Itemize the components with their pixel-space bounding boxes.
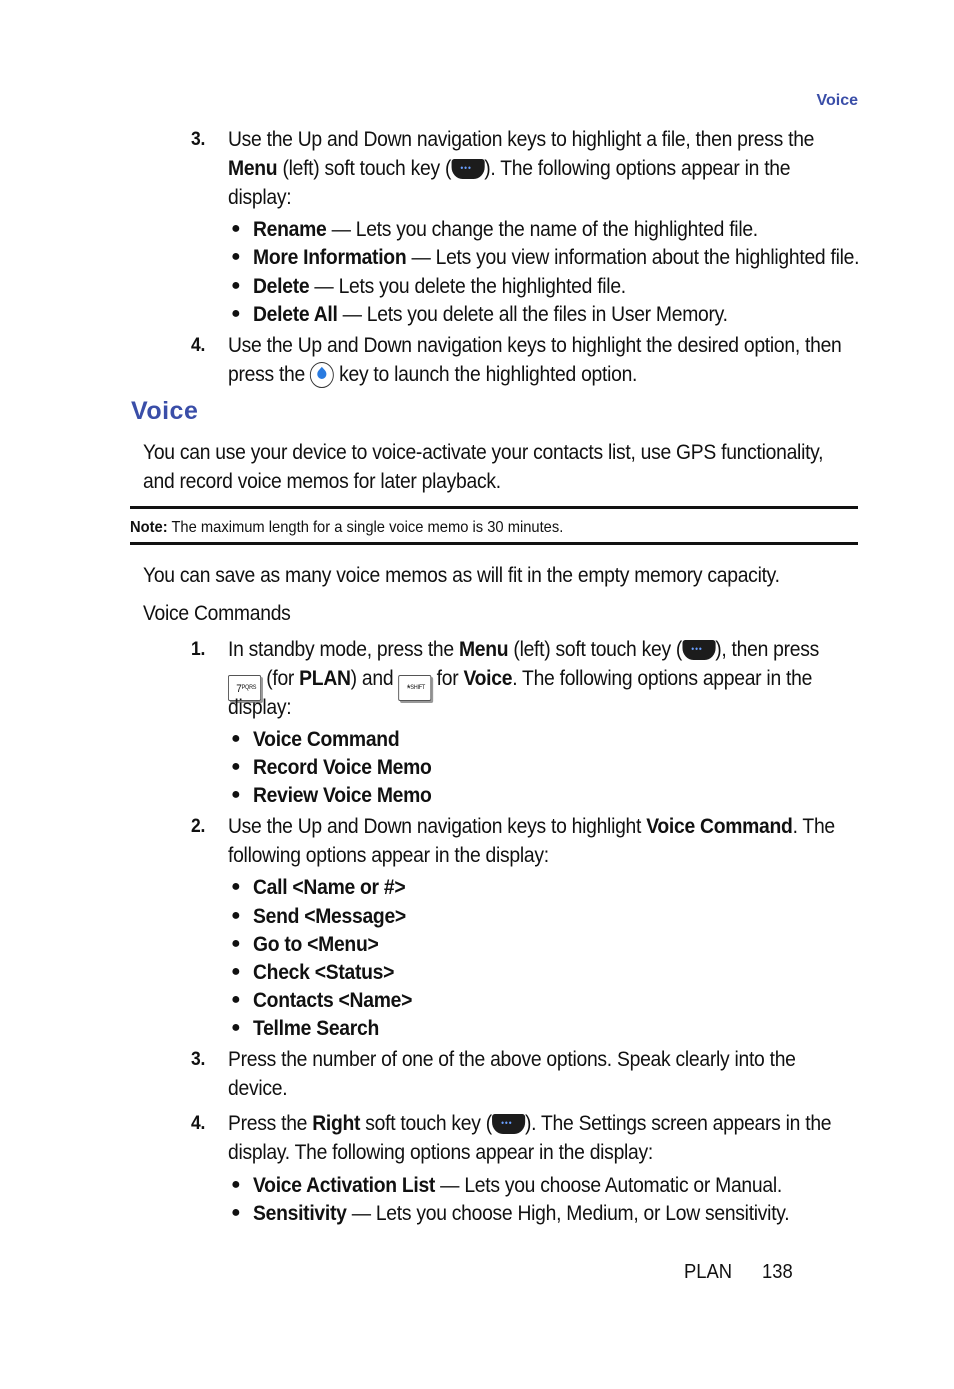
bullet-icon: ● [231, 758, 241, 775]
section-title: Voice [131, 397, 199, 425]
bullet-item: Check <Status> [253, 961, 395, 984]
ok-key-icon [310, 362, 334, 388]
left-soft-key-icon: ••• [682, 640, 715, 660]
left-soft-key-icon: ••• [451, 159, 484, 179]
step-number: 4. [191, 335, 206, 356]
bullet-icon: ● [231, 991, 241, 1008]
step-text: Menu (left) soft touch key ( ••• ). The following options appear in the [228, 157, 791, 180]
bullet-item: Go to <Menu> [253, 933, 379, 956]
note: Note: The maximum length for a single voice memo is 30 minutes. [130, 519, 564, 536]
key-star-icon: *$^{SHIFT}$ [398, 675, 431, 701]
bullet-icon: ● [231, 248, 241, 265]
bullet-item: Review Voice Memo [253, 784, 432, 807]
bullet-icon: ● [231, 277, 241, 294]
bullet-item: Sensitivity — Lets you choose High, Medium, or Low sensitivity. [253, 1202, 790, 1225]
bullet-icon: ● [231, 878, 241, 895]
bullet-icon: ● [231, 935, 241, 952]
bullet-item: Contacts <Name> [253, 989, 413, 1012]
bullet-item: Voice Activation List — Lets you choose Automatic or Manual. [253, 1174, 782, 1197]
step-text: In standby mode, press the Menu (left) soft touch key ( ••• ), then press [228, 638, 820, 661]
bullet-item: Tellme Search [253, 1017, 379, 1040]
note-rule-top [130, 506, 858, 509]
bullet-item: Rename — Lets you change the name of the highlighted file. [253, 218, 758, 241]
step-number: 1. [191, 639, 206, 660]
bullet-icon: ● [231, 1019, 241, 1036]
paragraph: You can save as many voice memos as will fit in the empty memory capacity. [143, 564, 780, 587]
page-number: 138 [762, 1261, 793, 1283]
step-number: 4. [191, 1113, 206, 1134]
bullet-item: Record Voice Memo [253, 756, 432, 779]
bullet-item: More Information — Lets you view information about the highlighted file. [253, 246, 860, 269]
intro-text: You can use your device to voice-activate your contacts list, use GPS functionality, [143, 441, 824, 464]
bullet-item: Voice Command [253, 728, 400, 751]
step-text: display. The following options appear in the display: [228, 1141, 654, 1164]
bullet-item: Delete All — Lets you delete all the files in User Memory. [253, 303, 728, 326]
step-text: device. [228, 1077, 288, 1100]
step-number: 3. [191, 1049, 206, 1070]
step-text: Use the Up and Down navigation keys to highlight the desired option, then [228, 334, 842, 357]
step-text: following options appear in the display: [228, 844, 549, 867]
step-text: $7^{PQRS}$ (for PLAN) and *$^{SHIFT}$ for Voice. The following options appear in the [228, 664, 812, 701]
subheading: Voice Commands [143, 602, 291, 625]
step-text: press the key to launch the highlighted option. [228, 363, 638, 386]
bullet-icon: ● [231, 907, 241, 924]
note-rule-bottom [130, 542, 858, 545]
step-text: display: [228, 186, 292, 209]
step-text: Use the Up and Down navigation keys to highlight Voice Command. The [228, 815, 835, 838]
menu-key-label: Menu [228, 157, 278, 180]
bullet-item: Call <Name or #> [253, 876, 406, 899]
intro-text: and record voice memos for later playback. [143, 470, 501, 493]
step-number: 2. [191, 816, 206, 837]
step-text: display: [228, 696, 292, 719]
running-head: Voice [816, 92, 858, 109]
footer-section: PLAN [684, 1261, 733, 1283]
bullet-icon: ● [231, 220, 241, 237]
step-text: Use the Up and Down navigation keys to highlight a file, then press the [228, 128, 815, 151]
key-7-icon: $7^{PQRS}$ [228, 675, 261, 701]
bullet-item: Delete — Lets you delete the highlighted file. [253, 275, 626, 298]
bullet-icon: ● [231, 1176, 241, 1193]
step-text: Press the Right soft touch key ( ••• ). The Settings screen appears in the [228, 1112, 832, 1135]
bullet-item: Send <Message> [253, 905, 406, 928]
bullet-icon: ● [231, 1204, 241, 1221]
step-text: Press the number of one of the above options. Speak clearly into the [228, 1048, 796, 1071]
bullet-icon: ● [231, 963, 241, 980]
bullet-icon: ● [231, 730, 241, 747]
bullet-icon: ● [231, 305, 241, 322]
right-soft-key-icon: ••• [492, 1114, 525, 1134]
step-number: 3. [191, 129, 206, 150]
bullet-icon: ● [231, 786, 241, 803]
